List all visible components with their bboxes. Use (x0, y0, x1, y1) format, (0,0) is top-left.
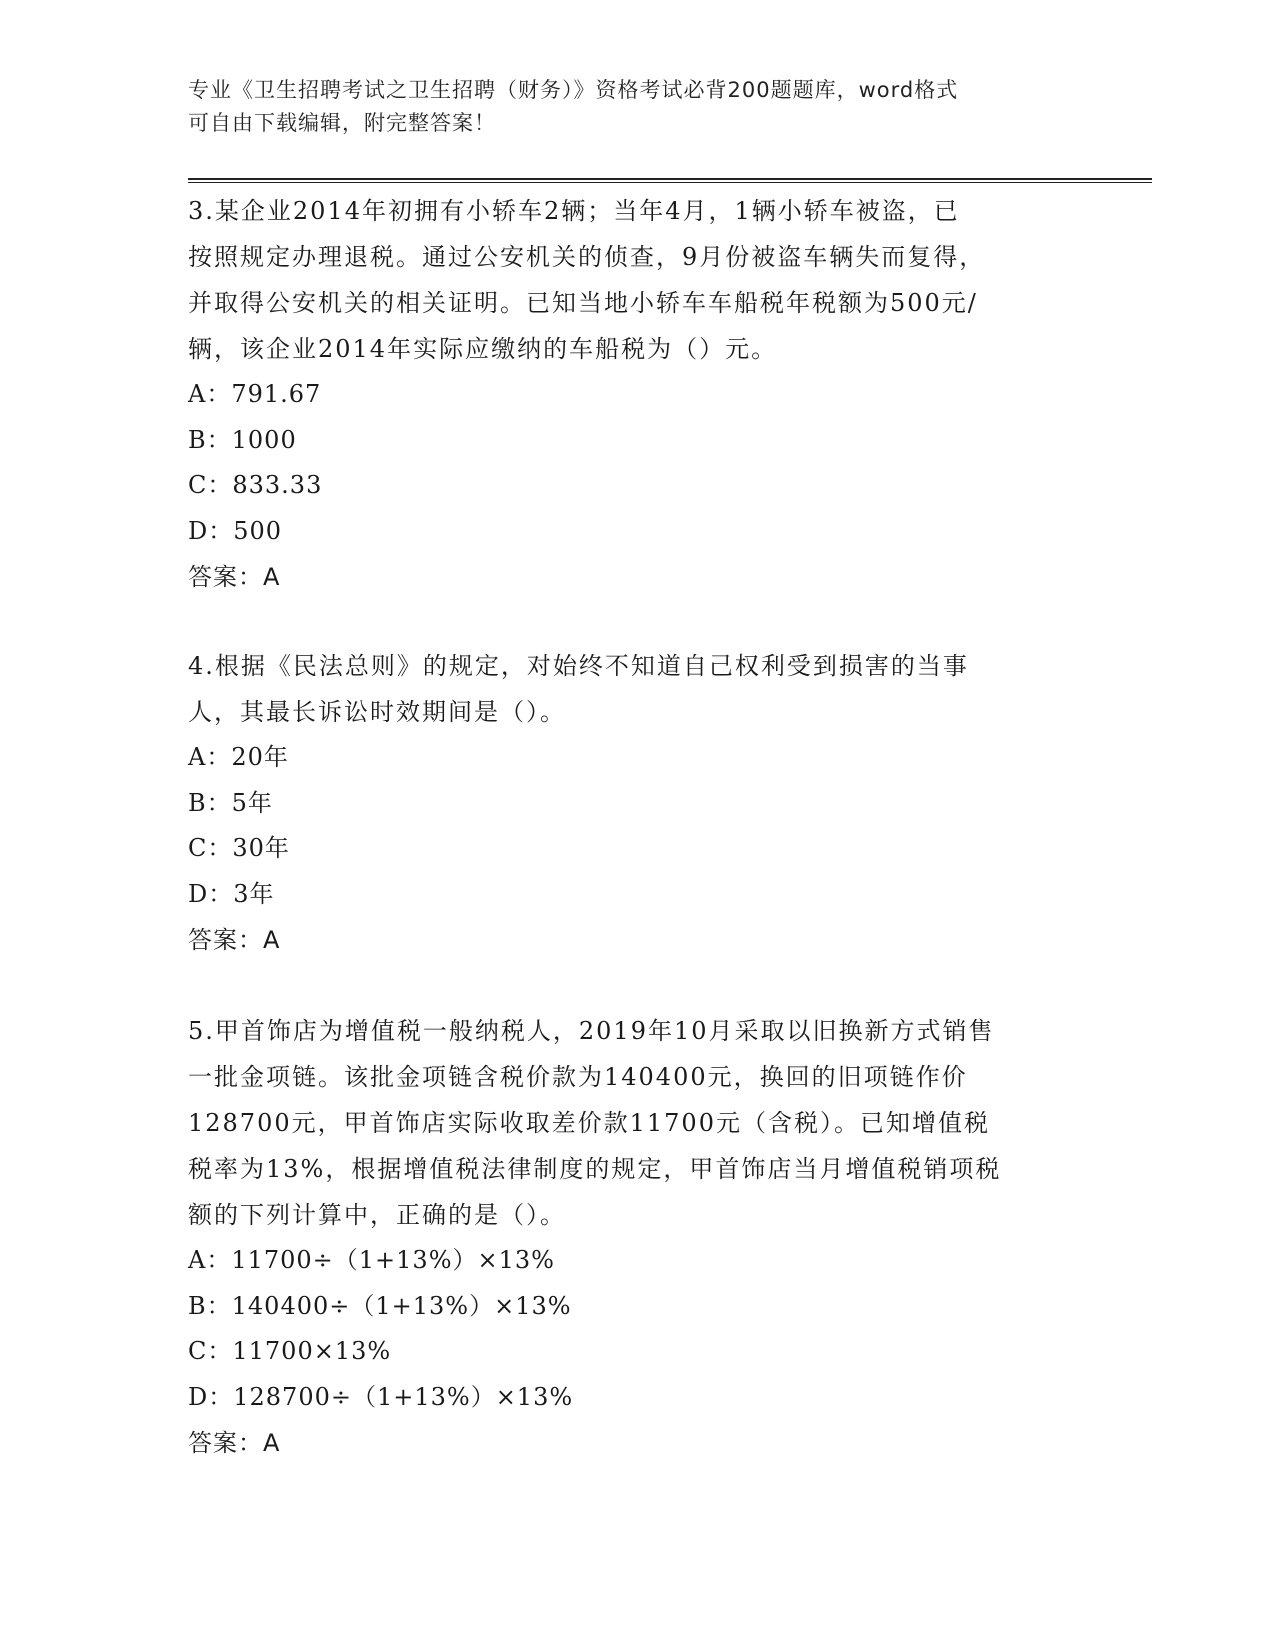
option-d: D：500 (188, 516, 283, 545)
question-options (188, 372, 1088, 554)
header-line: 专业《卫生招聘考试之卫生招聘（财务）》资格考试必背200题题库，word格式 (188, 78, 959, 102)
option-b: B：5年 (188, 788, 273, 817)
option-b: B：1000 (188, 425, 297, 454)
option-a: A：791.67 (188, 380, 322, 408)
question-3 (188, 188, 1088, 600)
answer-line: 答案：A (188, 1429, 281, 1457)
question-5 (188, 1008, 1088, 1466)
answer-line: 答案：A (188, 926, 281, 954)
option-b: B：140400÷（1+13%）×13% (188, 1291, 572, 1320)
stem-line: 并取得公安机关的相关证明。已知当地小轿车车船税年税额为500元/ (188, 289, 978, 317)
stem-line: 人，其最长诉讼时效期间是（）。 (188, 698, 566, 726)
stem-line: 一批金项链。该批金项链含税价款为140400元，换回的旧项链作价 (188, 1063, 968, 1091)
option-c: C：30年 (188, 834, 290, 862)
header-line: 可自由下载编辑，附完整答案！ (188, 111, 496, 135)
option-d: D：3年 (188, 879, 275, 908)
stem-line: 辆，该企业2014年实际应缴纳的车船税为（）元。 (188, 335, 778, 363)
answer-line: 答案：A (188, 563, 281, 591)
stem-line: 额的下列计算中，正确的是（）。 (188, 1201, 566, 1229)
header-divider (188, 178, 1152, 183)
stem-line: 4.根据《民法总则》的规定，对始终不知道自己权利受到损害的当事 (188, 652, 969, 680)
stem-line: 3.某企业2014年初拥有小轿车2辆；当年4月，1辆小轿车被盗，已 (188, 197, 960, 225)
option-a: A：11700÷（1+13%）×13% (188, 1246, 555, 1274)
question-4 (188, 643, 1088, 963)
stem-line: 按照规定办理退税。通过公安机关的侦查，9月份被盗车辆失而复得， (188, 243, 986, 271)
question-stem (188, 188, 1088, 372)
option-a: A：20年 (188, 743, 289, 771)
question-options (188, 1238, 1088, 1420)
stem-line: 128700元，甲首饰店实际收取差价款11700元（含税）。已知增值税 (188, 1109, 990, 1137)
question-options (188, 735, 1088, 917)
document-header (188, 74, 1088, 140)
option-c: C：11700×13% (188, 1337, 392, 1365)
question-stem (188, 1008, 1088, 1238)
stem-line: 税率为13%，根据增值税法律制度的规定，甲首饰店当月增值税销项税 (188, 1155, 1002, 1183)
option-c: C：833.33 (188, 471, 323, 499)
option-d: D：128700÷（1+13%）×13% (188, 1382, 574, 1411)
question-stem (188, 643, 1088, 735)
stem-line: 5.甲首饰店为增值税一般纳税人，2019年10月采取以旧换新方式销售 (188, 1017, 995, 1045)
